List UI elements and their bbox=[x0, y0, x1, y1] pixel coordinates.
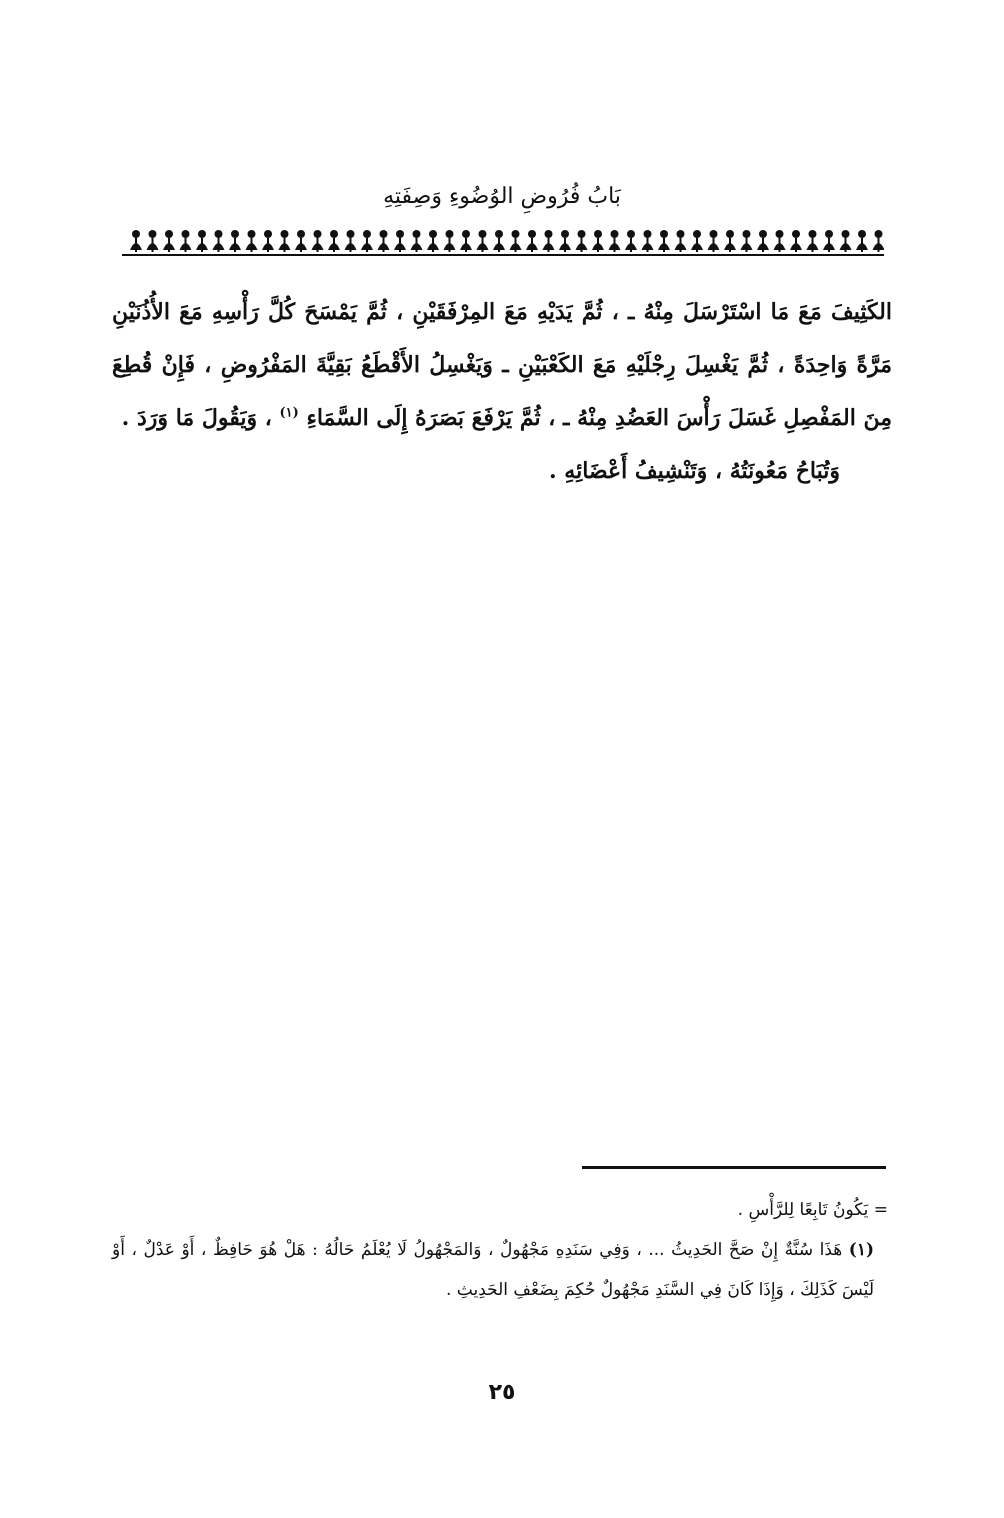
ornament-motif bbox=[559, 230, 571, 252]
ornament-motif bbox=[856, 230, 868, 252]
ornament-motif bbox=[493, 230, 505, 252]
ornament-motif bbox=[790, 230, 802, 252]
ornament-motif bbox=[691, 230, 703, 252]
ornament-motif bbox=[262, 230, 274, 252]
ornament-motif bbox=[807, 230, 819, 252]
ornament-motif bbox=[295, 230, 307, 252]
ornament-motif bbox=[658, 230, 670, 252]
ornamental-border bbox=[122, 226, 884, 258]
footnote-continuation: = يَكُونُ تَابِعًا لِلرَّأْسِ . bbox=[737, 1200, 888, 1220]
ornament-motif bbox=[163, 230, 175, 252]
main-text bbox=[112, 286, 892, 498]
ornament-motif bbox=[774, 230, 786, 252]
footnotes bbox=[112, 1190, 888, 1310]
ornament-motif bbox=[592, 230, 604, 252]
ornament-motif bbox=[642, 230, 654, 252]
ornament-motif bbox=[823, 230, 835, 252]
ornament-motif bbox=[180, 230, 192, 252]
ornament-motif bbox=[394, 230, 406, 252]
ornament-motif bbox=[675, 230, 687, 252]
ornament-motif bbox=[526, 230, 538, 252]
ornament-motif bbox=[246, 230, 258, 252]
ornament-motif bbox=[328, 230, 340, 252]
ornament-motif bbox=[147, 230, 159, 252]
ornament-motif bbox=[840, 230, 852, 252]
ornament-motif bbox=[510, 230, 522, 252]
ornament-motif bbox=[460, 230, 472, 252]
ornament-motif bbox=[130, 230, 142, 252]
ornament-motif bbox=[279, 230, 291, 252]
ornament-motif bbox=[625, 230, 637, 252]
ornament-motif bbox=[345, 230, 357, 252]
ornament-motif bbox=[196, 230, 208, 252]
ornament-motif bbox=[609, 230, 621, 252]
ornament-motif bbox=[427, 230, 439, 252]
paragraph-2: وَتُبَاحُ مَعُونَتُهُ ، وَتَنْشِيفُ أَعْضَائِهِ . bbox=[548, 458, 840, 484]
paragraph-1-text: الكَثِيفَ مَعَ مَا اسْتَرْسَلَ مِنْهُ ـ ، ثُمَّ يَدَيْهِ مَعَ المِرْفَقَيْنِ ، ثُمَّ يَمْسَحَ كُلَّ رَأْسِهِ مَعَ الأُذُنَيْنِ مَرَّةً وَاحِدَةً ، ثُمَّ يَغْسِلَ رِجْلَيْهِ مَعَ الكَعْبَيْنِ ـ وَيَغْسِلُ الأَقْطَعُ بَقِيَّةَ المَفْرُوضِ ، فَإِنْ قُطِعَ مِنَ المَفْصِلِ غَسَلَ رَأْسَ العَضُدِ مِنْهُ ـ ، ثُمَّ يَرْفَعَ بَصَرَهُ إِلَى السَّمَاءِ bbox=[112, 299, 892, 431]
ornament-motif bbox=[213, 230, 225, 252]
paragraph-1 bbox=[112, 286, 892, 445]
ornament-motif bbox=[741, 230, 753, 252]
running-header: بَابُ فُرُوضِ الوُضُوءِ وَصِفَتِهِ bbox=[383, 184, 621, 209]
ornament-motif bbox=[757, 230, 769, 252]
footnote-1 bbox=[112, 1230, 888, 1310]
footnote-1-number: (١) bbox=[848, 1240, 874, 1260]
ornament-motif bbox=[378, 230, 390, 252]
ornament-motif bbox=[543, 230, 555, 252]
page-number: ٢٥ bbox=[488, 1380, 516, 1405]
ornament-motif bbox=[444, 230, 456, 252]
ornament-motif bbox=[312, 230, 324, 252]
ornament-motif bbox=[724, 230, 736, 252]
ornament-motif bbox=[708, 230, 720, 252]
ornament-motif bbox=[576, 230, 588, 252]
ornament-motif bbox=[411, 230, 423, 252]
ornament-motif bbox=[229, 230, 241, 252]
footnote-reference: (١) bbox=[279, 405, 299, 421]
ornament-motif bbox=[361, 230, 373, 252]
ornament-motif bbox=[477, 230, 489, 252]
footnote-1-text: هَذَا سُنَّةٌ إِنْ صَحَّ الحَدِيثُ ... ، وَفِي سَنَدِهِ مَجْهُولٌ ، وَالمَجْهُولُ لَا يُعْلَمُ حَالُهُ : هَلْ هُوَ حَافِظٌ ، أَوْ عَدْلٌ ، أَوْ لَيْسَ كَذَلِكَ ، وَإِذَا كَانَ فِي السَّنَدِ مَجْهُولٌ حُكِمَ بِضَعْفِ الحَدِيثِ . bbox=[112, 1240, 874, 1300]
paragraph-1-end: ، وَيَقُولَ مَا وَرَدَ . bbox=[121, 405, 272, 431]
ornament-motif bbox=[873, 230, 885, 252]
footnote-separator bbox=[582, 1166, 886, 1169]
